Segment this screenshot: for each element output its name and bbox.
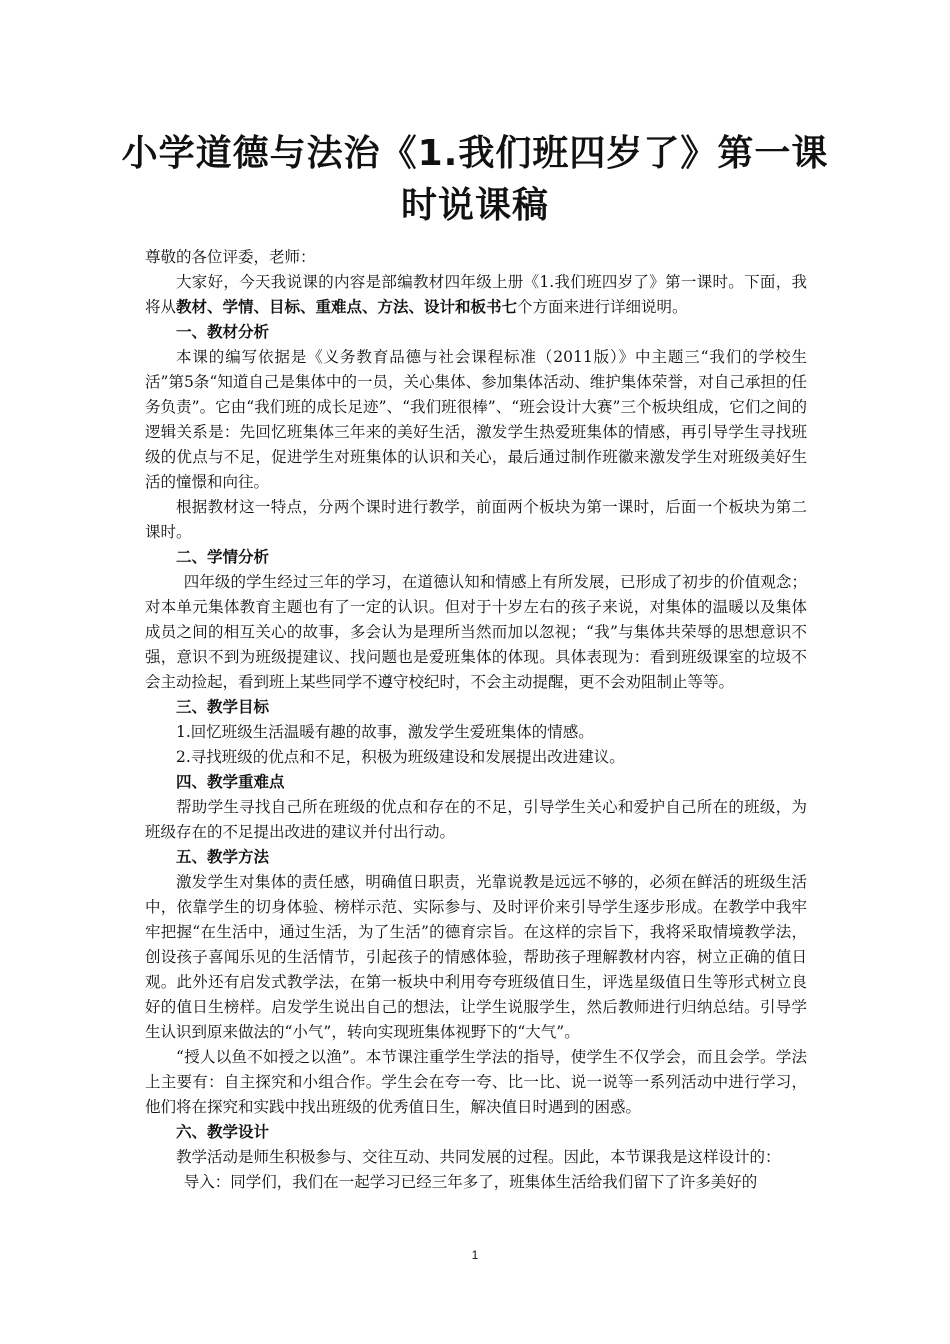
section-heading-goals: 三、教学目标 xyxy=(176,698,270,716)
students-paragraph: 四年级的学生经过三年的学习，在道德认知和情感上有所发展，已形成了初步的价值观念；对本单元集体教育主题也有了一定的认识。但对于十岁左右的孩子来说，对集体的温暖以及集体成员之间的相互关心的故事，多会认为是理所当然而加以忽视；“我”与集体共荣辱的思想意识不强，意识不到为班级提建议、找问题也是爱班集体的体现。具体表现为：看到班级课室的垃圾不会主动捡起，看到班上某些同学不遵守校纪时，不会主动提醒，更不会劝阻制止等等。 xyxy=(145,573,807,691)
document-title: 小学道德与法治《1.我们班四岁了》第一课时说课稿 xyxy=(121,133,829,226)
methods-paragraph-2: “授人以鱼不如授之以渔”。本节课注重学生学法的指导，使学生不仅学会，而且会学。学法上主要有：自主探究和小组合作。学生会在夸一夸、比一比、说一说等一系列活动中进行学习，他们将在探究和实践中找出班级的优秀值日生，解决值日时遇到的困惑。 xyxy=(145,1048,807,1116)
salutation: 尊敬的各位评委，老师： xyxy=(145,248,316,266)
goal-item-1: 1.回忆班级生活温暖有趣的故事，激发学生爱班集体的情感。 xyxy=(176,723,594,741)
intro-paragraph xyxy=(145,270,807,320)
intro-text-end: 个方面来进行详细说明。 xyxy=(517,298,688,316)
section-heading-students: 二、学情分析 xyxy=(176,548,270,566)
intro-bold-text: 教材、学情、目标、重难点、方法、设计和板书七 xyxy=(176,298,518,316)
methods-paragraph-1: 激发学生对集体的责任感，明确值日职责，光靠说教是远远不够的，必须在鲜活的班级生活中，依靠学生的切身体验、榜样示范、实际参与、及时评价来引导学生逐步形成。在教学中我牢牢把握“在生活中，通过生活，为了生活”的德育宗旨。在这样的宗旨下，我将采取情境教学法，创设孩子喜闻乐见的生活情节，引起孩子的情感体验，帮助孩子理解教材内容，树立正确的值日观。此外还有启发式教学法，在第一板块中利用夸夸班级值日生，评选星级值日生等形式树立良好的值日生榜样。启发学生说出自己的想法，让学生说服学生，然后教师进行归纳总结。引导学生认识到原来做法的“小气”，转向实现班集体视野下的“大气”。 xyxy=(145,873,807,1041)
section-heading-key-points: 四、教学重难点 xyxy=(176,773,285,791)
key-points-paragraph: 帮助学生寻找自己所在班级的优点和存在的不足，引导学生关心和爱护自己所在的班级，为班级存在的不足提出改进的建议并付出行动。 xyxy=(145,798,807,841)
goal-item-2: 2.寻找班级的优点和不足，积极为班级建设和发展提出改进建议。 xyxy=(176,748,625,766)
section-heading-textbook: 一、教材分析 xyxy=(176,323,270,341)
section-heading-methods: 五、教学方法 xyxy=(176,848,270,866)
page-number: 1 xyxy=(471,1248,479,1262)
textbook-paragraph-1: 本课的编写依据是《义务教育品德与社会课程标准（2011版）》中主题三“我们的学校生活”第5条“知道自己是集体中的一员，关心集体、参加集体活动、维护集体荣誉，对自己承担的任务负责”。它由“我们班的成长足迹”、“我们班很棒”、“班会设计大赛”三个板块组成，它们之间的逻辑关系是：先回忆班集体三年来的美好生活，激发学生热爱班集体的情感，再引导学生寻找班级的优点与不足，促进学生对班集体的认识和关心，最后通过制作班徽来激发学生对班级美好生活的憧憬和向往。 xyxy=(145,348,807,491)
document-body xyxy=(145,245,807,1195)
design-paragraph-1: 教学活动是师生积极参与、交往互动、共同发展的过程。因此，本节课我是这样设计的： xyxy=(176,1148,781,1166)
textbook-paragraph-2: 根据教材这一特点，分两个课时进行教学，前面两个板块为第一课时，后面一个板块为第二课时。 xyxy=(145,498,807,541)
intro-text-start: 大家好，今天我说课的内容是部编教材四年级上册《1.我们班四岁了》第一课时。下面，我将从 xyxy=(145,273,807,316)
design-paragraph-2: 导入：同学们，我们在一起学习已经三年多了，班集体生活给我们留下了许多美好的 xyxy=(183,1173,758,1191)
section-heading-design: 六、教学设计 xyxy=(176,1123,270,1141)
